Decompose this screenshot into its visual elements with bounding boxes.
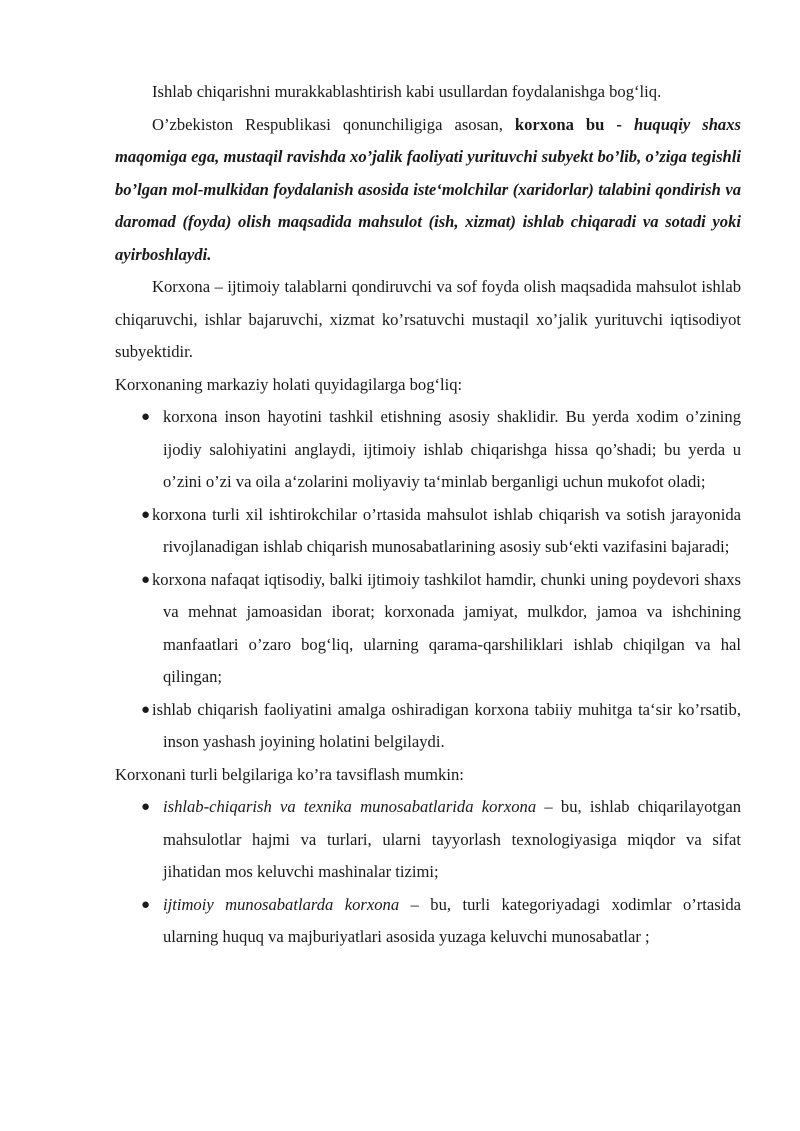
feature-definition: – bu, ishlab chiqarilayotgan mahsulotlar hajmi va turlari, ularni tayyorlash texnologiyasiga miqdor va sifat jihatidan mos keluvchi mashinalar tizimi; [163, 797, 741, 881]
list-item-text: korxona turli xil ishtirokchilar o’rtasida mahsulot ishlab chiqarish va sotish jarayonida rivojlanadigan ishlab chiqarish munosabatlarining asosiy subʻekti vazifasini bajaradi; [152, 504, 741, 556]
central-position-heading: Korxonaning markaziy holati quyidagilarga bogʻliq: [115, 374, 463, 394]
page-body [115, 76, 741, 954]
list-item-text: korxona inson hayotini tashkil etishning asosiy shaklidir. Bu yerda xodim o’zining ijodiy salohiyatini anglaydi, ijtimoiy ishlab chiqarishga hissa qo’shadi; bu yerda u o’zini o’zi va oila aʻzolarini moliyaviy taʻminlab berganligi uchun mukofot oladi; [163, 407, 741, 491]
list-item [115, 564, 741, 694]
central-position-list [115, 401, 741, 759]
feature-term: ijtimoiy munosabatlarda korxona [163, 894, 400, 914]
feature-definition: – bu, turli kategoriyadagi xodimlar o’rtasida ularning huquq va majburiyatlari asosida yuzaga keluvchi munosabatlar ; [163, 894, 741, 946]
bullet-icon: ● [141, 409, 151, 425]
bullet-icon: ● [141, 701, 151, 718]
features-list [115, 791, 741, 954]
bullet-icon: ● [141, 506, 151, 523]
list-item [115, 401, 741, 499]
bullet-icon: ● [141, 571, 151, 588]
list-item [115, 889, 741, 954]
feature-term: ishlab-chiqarish va texnika munosabatlarida korxona [163, 797, 537, 816]
paragraph-intro-continuation: Ishlab chiqarishni murakkablashtirish kabi usullardan foydalanishga bogʻliq. [152, 82, 662, 101]
definition-lead-text: O’zbekiston Respublikasi qonunchiligiga asosan, [152, 114, 515, 134]
list-item-text: korxona nafaqat iqtisodiy, balki ijtimoiy tashkilot hamdir, chunki uning poydevori shaxs va mehnat jamoasidan iborat; korxonada jamiyat, mulkdor, jamoa va ishchining manfaatlari o’zaro bogʻliq, ularning qarama-qarshiliklari ishlab chiqilgan va hal qilingan; [152, 569, 741, 686]
paragraph-enterprise-definition [115, 109, 741, 272]
bullet-icon: ● [141, 896, 151, 913]
list-item [115, 791, 741, 889]
list-item [115, 694, 741, 759]
definition-body: huquqiy shaxs maqomiga ega, mustaqil ravishda xo’jalik faoliyati yurituvchi subyekt bo’lib, o’ziga tegishli bo’lgan mol-mulkidan foydalanish asosida isteʻmolchilar (xaridorlar) talabini qondirish va daromad (foyda) olish maqsadida mahsulot (ish, xizmat) ishlab chiqaradi va sotadi yoki ayirboshlaydi. [115, 114, 741, 264]
paragraph-korxona-description: Korxona – ijtimoiy talablarni qondiruvchi va sof foyda olish maqsadida mahsulot ishlab chiqaruvchi, ishlar bajaruvchi, xizmat ko’rsatuvchi mustaqil xo’jalik yurituvchi iqtisodiyot subyektidir. [115, 277, 741, 361]
definition-term: korxona bu - [514, 114, 634, 134]
list-item-text: ishlab chiqarish faoliyatini amalga oshiradigan korxona tabiiy muhitga taʻsir ko’rsatib, inson yashash joyining holatini belgilaydi. [152, 699, 741, 751]
bullet-icon: ● [141, 799, 151, 815]
list-item [115, 499, 741, 564]
features-heading: Korxonani turli belgilariga ko’ra tavsiflash mumkin: [115, 764, 464, 784]
